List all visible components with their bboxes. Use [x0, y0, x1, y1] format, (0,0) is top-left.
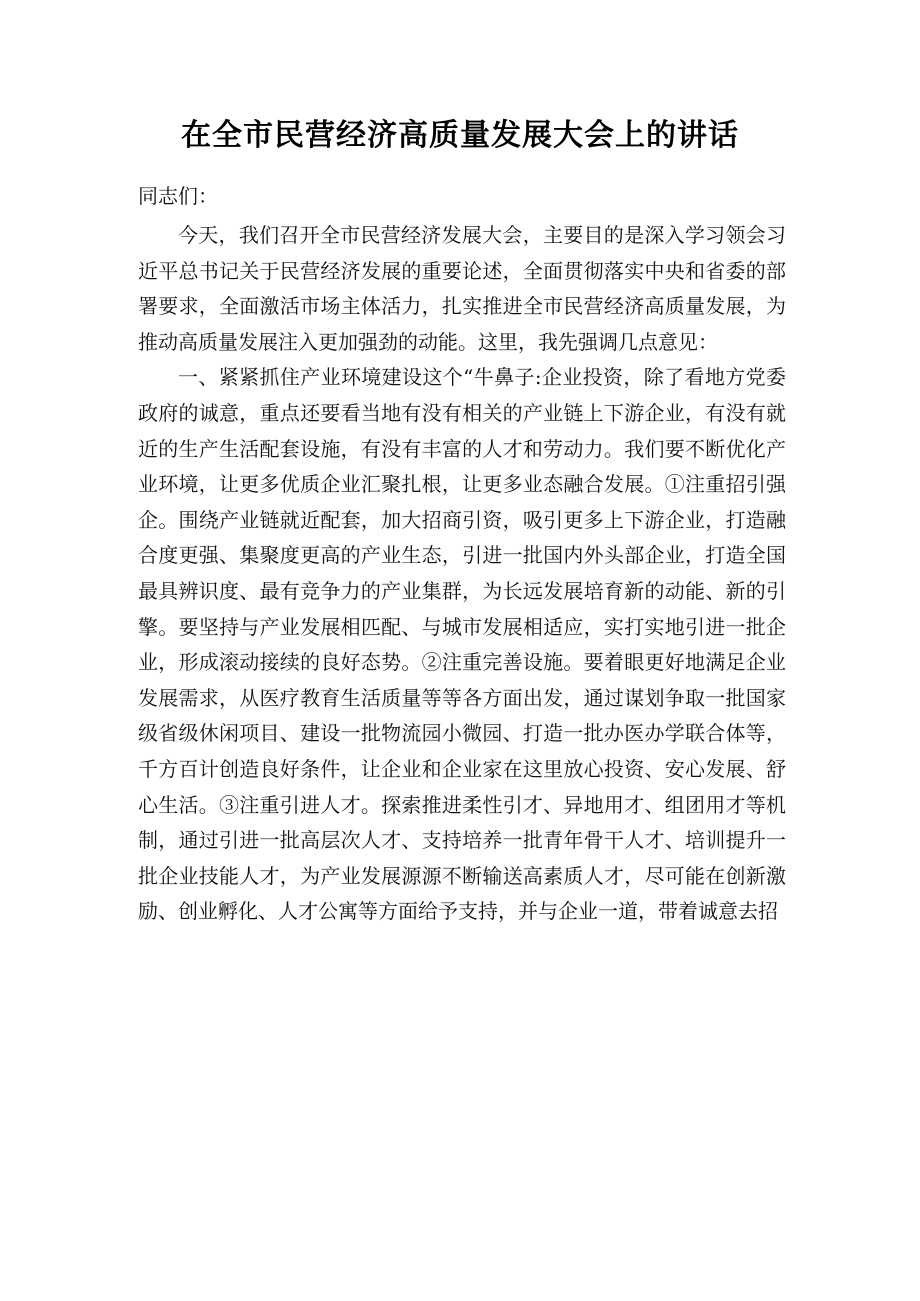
salutation: 同志们： — [138, 184, 218, 208]
paragraph: 一、紧紧抓住产业环境建设这个“牛鼻子:企业投资，除了看地方党委政府的诚意，重点还要看当地有没有相关的产业链上下游企业，有没有就近的生产生活配套设施，有没有丰富的人才和劳动力。我们要不断优化产业环境，让更多优质企业汇聚扎根，让更多业态融合发展。①注重招引强企。围绕产业链就近配套，加大招商引资，吸引更多上下游企业，打造融合度更强、集聚度更高的产业生态，引进一批国内外头部企业，打造全国最具辨识度、最有竞争力的产业集群，为长远发展培育新的动能、新的引擎。要坚持与产业发展相匹配、与城市发展相适应，实打实地引进一批企业，形成滚动接续的良好态势。②注重完善设施。要着眼更好地满足企业发展需求，从医疗教育生活质量等等各方面出发，通过谋划争取一批国家级省级休闲项目、建设一批物流园小微园、打造一批办医办学联合体等，千方百计创造良好条件，让企业和企业家在这里放心投资、安心发展、舒心生活。③注重引进人才。探索推进柔性引才、异地用才、组团用才等机制，通过引进一批高层次人才、支持培养一批青年骨干人才、培训提升一批企业技能人才，为产业发展源源不断输送高素质人才，尽可能在创新激励、创业孵化、人才公寓等方面给予支持，并与企业一道，带着诚意去招 — [138, 365, 786, 924]
paragraph: 今天，我们召开全市民营经济发展大会，主要目的是深入学习领会习近平总书记关于民营经济发展的重要论述，全面贯彻落实中央和省委的部署要求，全面激活市场主体活力，扎实推进全市民营经济高质量发展，为推动高质量发展注入更加强劲的动能。这里，我先强调几点意见： — [138, 223, 786, 354]
page-title: 在全市民营经济高质量发展大会上的讲话 — [181, 118, 739, 153]
body-text — [138, 218, 786, 930]
